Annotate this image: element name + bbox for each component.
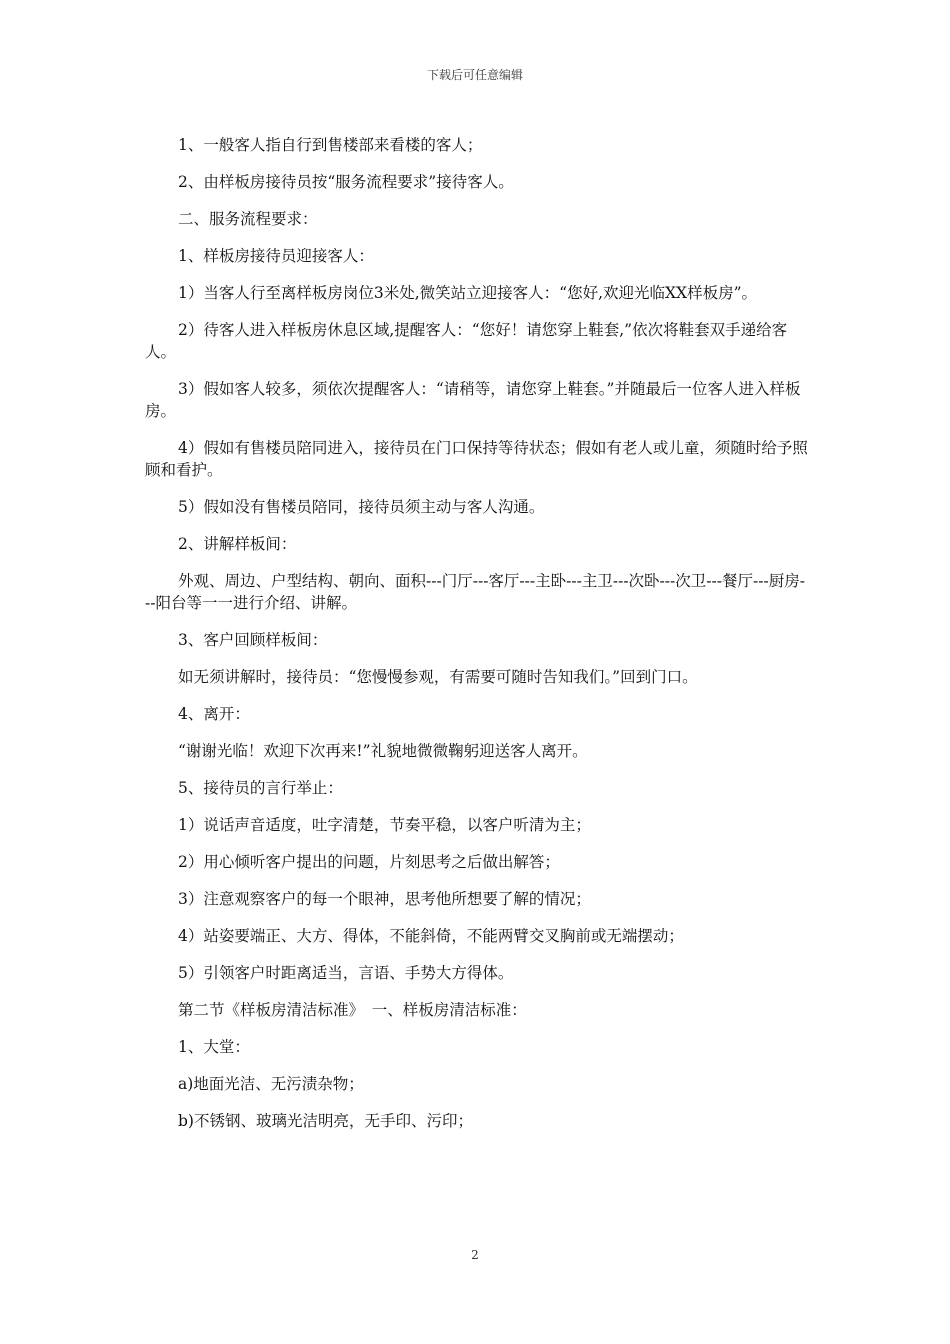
paragraph: 4）站姿要端正、大方、得体，不能斜倚，不能两臂交叉胸前或无端摆动； <box>178 927 684 945</box>
paragraph: 2、由样板房接待员按“服务流程要求”接待客人。 <box>178 173 514 191</box>
subsection-heading: 1、样板房接待员迎接客人： <box>178 247 374 265</box>
paragraph: “谢谢光临！欢迎下次再来!”礼貌地微微鞠躬迎送客人离开。 <box>178 742 588 760</box>
paragraph: 3）假如客人较多，须依次提醒客人：“请稍等，请您穿上鞋套。”并随最后一位客人进入样板房。 <box>145 380 801 420</box>
document-body <box>145 134 810 1147</box>
paragraph: 1、一般客人指自行到售楼部来看楼的客人； <box>178 136 483 154</box>
paragraph: 2）待客人进入样板房休息区域,提醒客人：“您好！请您穿上鞋套,”依次将鞋套双手递给客人。 <box>145 321 788 361</box>
paragraph: 4）假如有售楼员陪同进入，接待员在门口保持等待状态；假如有老人或儿童，须随时给予照顾和看护。 <box>145 439 808 479</box>
subsection-heading: 5、接待员的言行举止： <box>178 779 343 797</box>
section-heading: 第二节《样板房清洁标准》 一、样板房清洁标准： <box>178 1001 527 1019</box>
paragraph: 5）假如没有售楼员陪同，接待员须主动与客人沟通。 <box>178 498 545 516</box>
paragraph: 如无须讲解时，接待员：“您慢慢参观，有需要可随时告知我们。”回到门口。 <box>178 668 698 686</box>
subsection-heading: 3、客户回顾样板间： <box>178 631 328 649</box>
subsection-heading: 4、离开： <box>178 705 250 723</box>
page-number: 2 <box>471 1248 479 1262</box>
paragraph: 3）注意观察客户的每一个眼神，思考他所想要了解的情况； <box>178 890 591 908</box>
paragraph: a)地面光洁、无污渍杂物； <box>178 1075 364 1093</box>
paragraph: 2）用心倾听客户提出的问题，片刻思考之后做出解答； <box>178 853 560 871</box>
subsection-heading: 1、大堂： <box>178 1038 250 1056</box>
section-heading: 二、服务流程要求： <box>178 210 318 228</box>
paragraph: b)不锈钢、玻璃光洁明亮，无手印、污印； <box>178 1112 473 1130</box>
subsection-heading: 2、讲解样板间： <box>178 535 297 553</box>
paragraph: 1）说话声音适度，吐字清楚，节奏平稳，以客户听清为主； <box>178 816 591 834</box>
page-header: 下载后可任意编辑 <box>426 68 523 82</box>
paragraph: 1）当客人行至离样板房岗位3米处,微笑站立迎接客人：“您好,欢迎光临XX样板房”。 <box>178 284 757 302</box>
paragraph: 5）引领客户时距离适当，言语、手势大方得体。 <box>178 964 514 982</box>
paragraph: 外观、周边、户型结构、朝向、面积---门厅---客厅---主卧---主卫---次卧---次卫---餐厅---厨房---阳台等一一进行介绍、讲解。 <box>145 572 805 612</box>
